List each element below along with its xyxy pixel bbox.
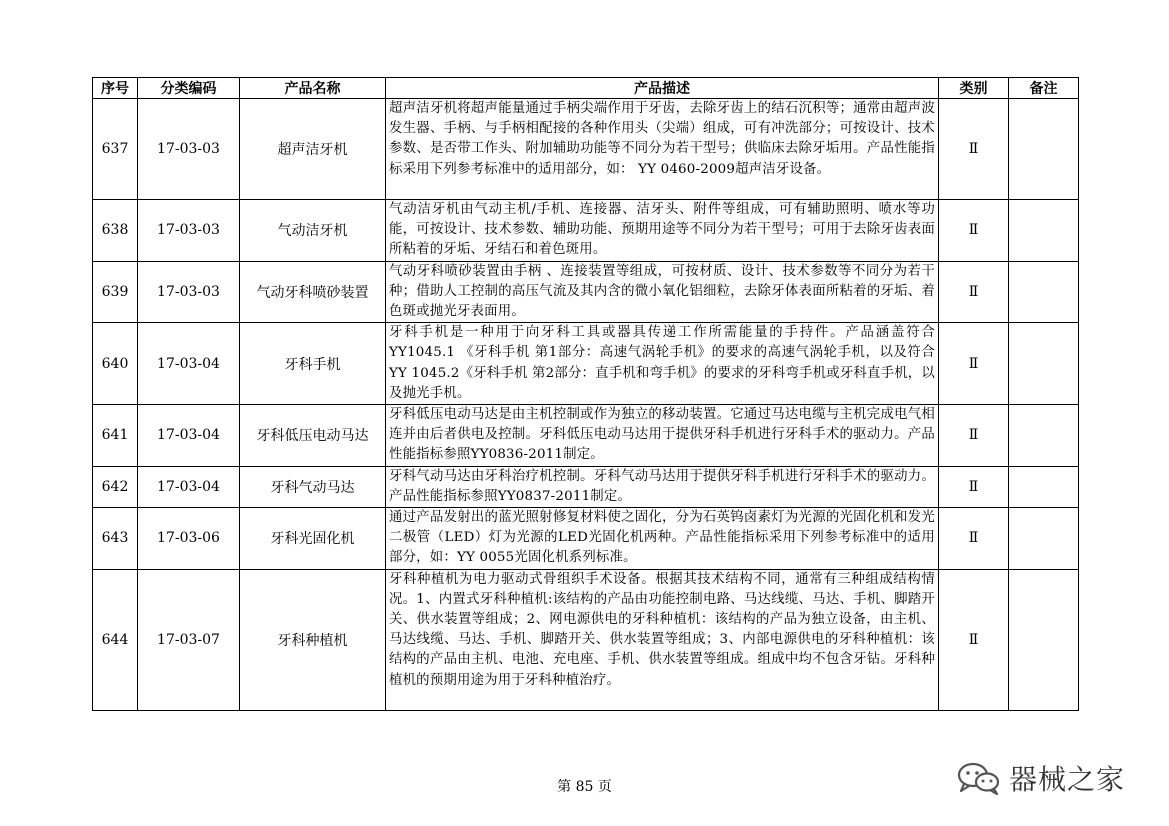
cell-desc: 牙科气动马达由牙科治疗机控制。牙科气动马达用于提供牙科手机进行牙科手术的驱动力。产品性能指标参照YY0837-2011制定。: [386, 466, 939, 507]
cell-name: 牙科种植机: [240, 569, 386, 710]
header-code: 分类编码: [138, 78, 240, 99]
cell-seq: 637: [93, 99, 138, 200]
cell-cat: Ⅱ: [939, 569, 1009, 710]
cell-desc: 牙科手机是一种用于向牙科工具或器具传递工作所需能量的手持件。产品涵盖符合YY1045.1 《牙科手机 第1部分：高速气涡轮手机》的要求的高速气涡轮手机，以及符合YY 1045.2《牙科手机 第2部分：直手机和弯手机》的要求的牙科弯手机或牙科直手机，以及抛光手机。: [386, 323, 939, 405]
cell-seq: 639: [93, 261, 138, 323]
cell-name: 气动洁牙机: [240, 200, 386, 262]
cell-cat: Ⅱ: [939, 99, 1009, 200]
header-name: 产品名称: [240, 78, 386, 99]
cell-name: 超声洁牙机: [240, 99, 386, 200]
cell-desc: 牙科种植机为电力驱动式骨组织手术设备。根据其技术结构不同，通常有三种组成结构情况。1、内置式牙科种植机:该结构的产品由功能控制电路、马达线缆、马达、手机、脚踏开关、供水装置等组成；2、网电源供电的牙科种植机：该结构的产品为独立设备，由主机、马达线缆、马达、手机、脚踏开关、供水装置等组成；3、内部电源供电的牙科种植机：该结构的产品由主机、电池、充电座、手机、供水装置等组成。组成中均不包含牙钻。牙科种植机的预期用途为用于牙科种植治疗。: [386, 569, 939, 710]
header-note: 备注: [1009, 78, 1079, 99]
cell-note: [1009, 405, 1079, 467]
cell-desc: 超声洁牙机将超声能量通过手柄尖端作用于牙齿，去除牙齿上的结石沉积等；通常由超声波发生器、手柄、与手柄相配接的各种作用头（尖端）组成，可有冲洗部分；可按设计、技术参数、是否带工作头、附加辅助功能等不同分为若干型号；供临床去除牙垢用。产品性能指标采用下列参考标准中的适用部分，如： YY 0460-2009超声洁牙设备。: [386, 99, 939, 200]
cell-desc: 牙科低压电动马达是由主机控制或作为独立的移动装置。它通过马达电缆与主机完成电气相连并由后者供电及控制。牙科低压电动马达用于提供牙科手机进行牙科手术的驱动力。产品性能指标参照YY0836-2011制定。: [386, 405, 939, 467]
cell-cat: Ⅱ: [939, 323, 1009, 405]
watermark: [955, 760, 1125, 796]
cell-note: [1009, 323, 1079, 405]
table-header-row: [93, 78, 1079, 99]
cell-seq: 640: [93, 323, 138, 405]
watermark-text: 器械之家: [1009, 763, 1126, 796]
cell-cat: Ⅱ: [939, 508, 1009, 570]
header-cat: 类别: [939, 78, 1009, 99]
cell-name: 气动牙科喷砂装置: [240, 261, 386, 323]
cell-code: 17-03-03: [138, 200, 240, 262]
cell-code: 17-03-06: [138, 508, 240, 570]
table-row: [93, 508, 1079, 570]
cell-seq: 642: [93, 466, 138, 507]
wechat-icon: [955, 760, 1003, 796]
cell-code: 17-03-04: [138, 323, 240, 405]
cell-code: 17-03-04: [138, 466, 240, 507]
cell-note: [1009, 466, 1079, 507]
cell-seq: 641: [93, 405, 138, 467]
cell-code: 17-03-04: [138, 405, 240, 467]
table-row: [93, 466, 1079, 507]
table-row: [93, 200, 1079, 262]
cell-desc: 气动洁牙机由气动主机/手机、连接器、洁牙头、附件等组成，可有辅助照明、喷水等功能，可按设计、技术参数、辅助功能、预期用途等不同分为若干型号；可用于去除牙齿表面所粘着的牙垢、牙结石和着色斑用。: [386, 200, 939, 262]
header-seq: 序号: [93, 78, 138, 99]
cell-note: [1009, 99, 1079, 200]
header-desc: 产品描述: [386, 78, 939, 99]
cell-note: [1009, 200, 1079, 262]
table-row: [93, 99, 1079, 200]
cell-code: 17-03-03: [138, 99, 240, 200]
table-row: [93, 261, 1079, 323]
cell-note: [1009, 261, 1079, 323]
page-number: 第 85 页: [557, 779, 612, 795]
cell-note: [1009, 569, 1079, 710]
table-row: [93, 405, 1079, 467]
cell-name: 牙科光固化机: [240, 508, 386, 570]
cell-seq: 638: [93, 200, 138, 262]
cell-name: 牙科手机: [240, 323, 386, 405]
cell-desc: 气动牙科喷砂装置由手柄 、连接装置等组成，可按材质、设计、技术参数等不同分为若干种；借助人工控制的高压气流及其内含的微小氧化铝细粒，去除牙体表面所粘着的牙垢、着色斑或抛光牙表面用。: [386, 261, 939, 323]
cell-cat: Ⅱ: [939, 405, 1009, 467]
table-row: [93, 569, 1079, 710]
cell-seq: 643: [93, 508, 138, 570]
cell-cat: Ⅱ: [939, 261, 1009, 323]
cell-name: 牙科气动马达: [240, 466, 386, 507]
cell-cat: Ⅱ: [939, 466, 1009, 507]
cell-desc: 通过产品发射出的蓝光照射修复材料使之固化，分为石英钨卤素灯为光源的光固化机和发光二极管（LED）灯为光源的LED光固化机两种。产品性能指标采用下列参考标准中的适用部分，如：YY 0055光固化机系列标准。: [386, 508, 939, 570]
cell-code: 17-03-07: [138, 569, 240, 710]
cell-code: 17-03-03: [138, 261, 240, 323]
cell-note: [1009, 508, 1079, 570]
table-row: [93, 323, 1079, 405]
cell-seq: 644: [93, 569, 138, 710]
product-table: [92, 77, 1079, 711]
cell-name: 牙科低压电动马达: [240, 405, 386, 467]
cell-cat: Ⅱ: [939, 200, 1009, 262]
